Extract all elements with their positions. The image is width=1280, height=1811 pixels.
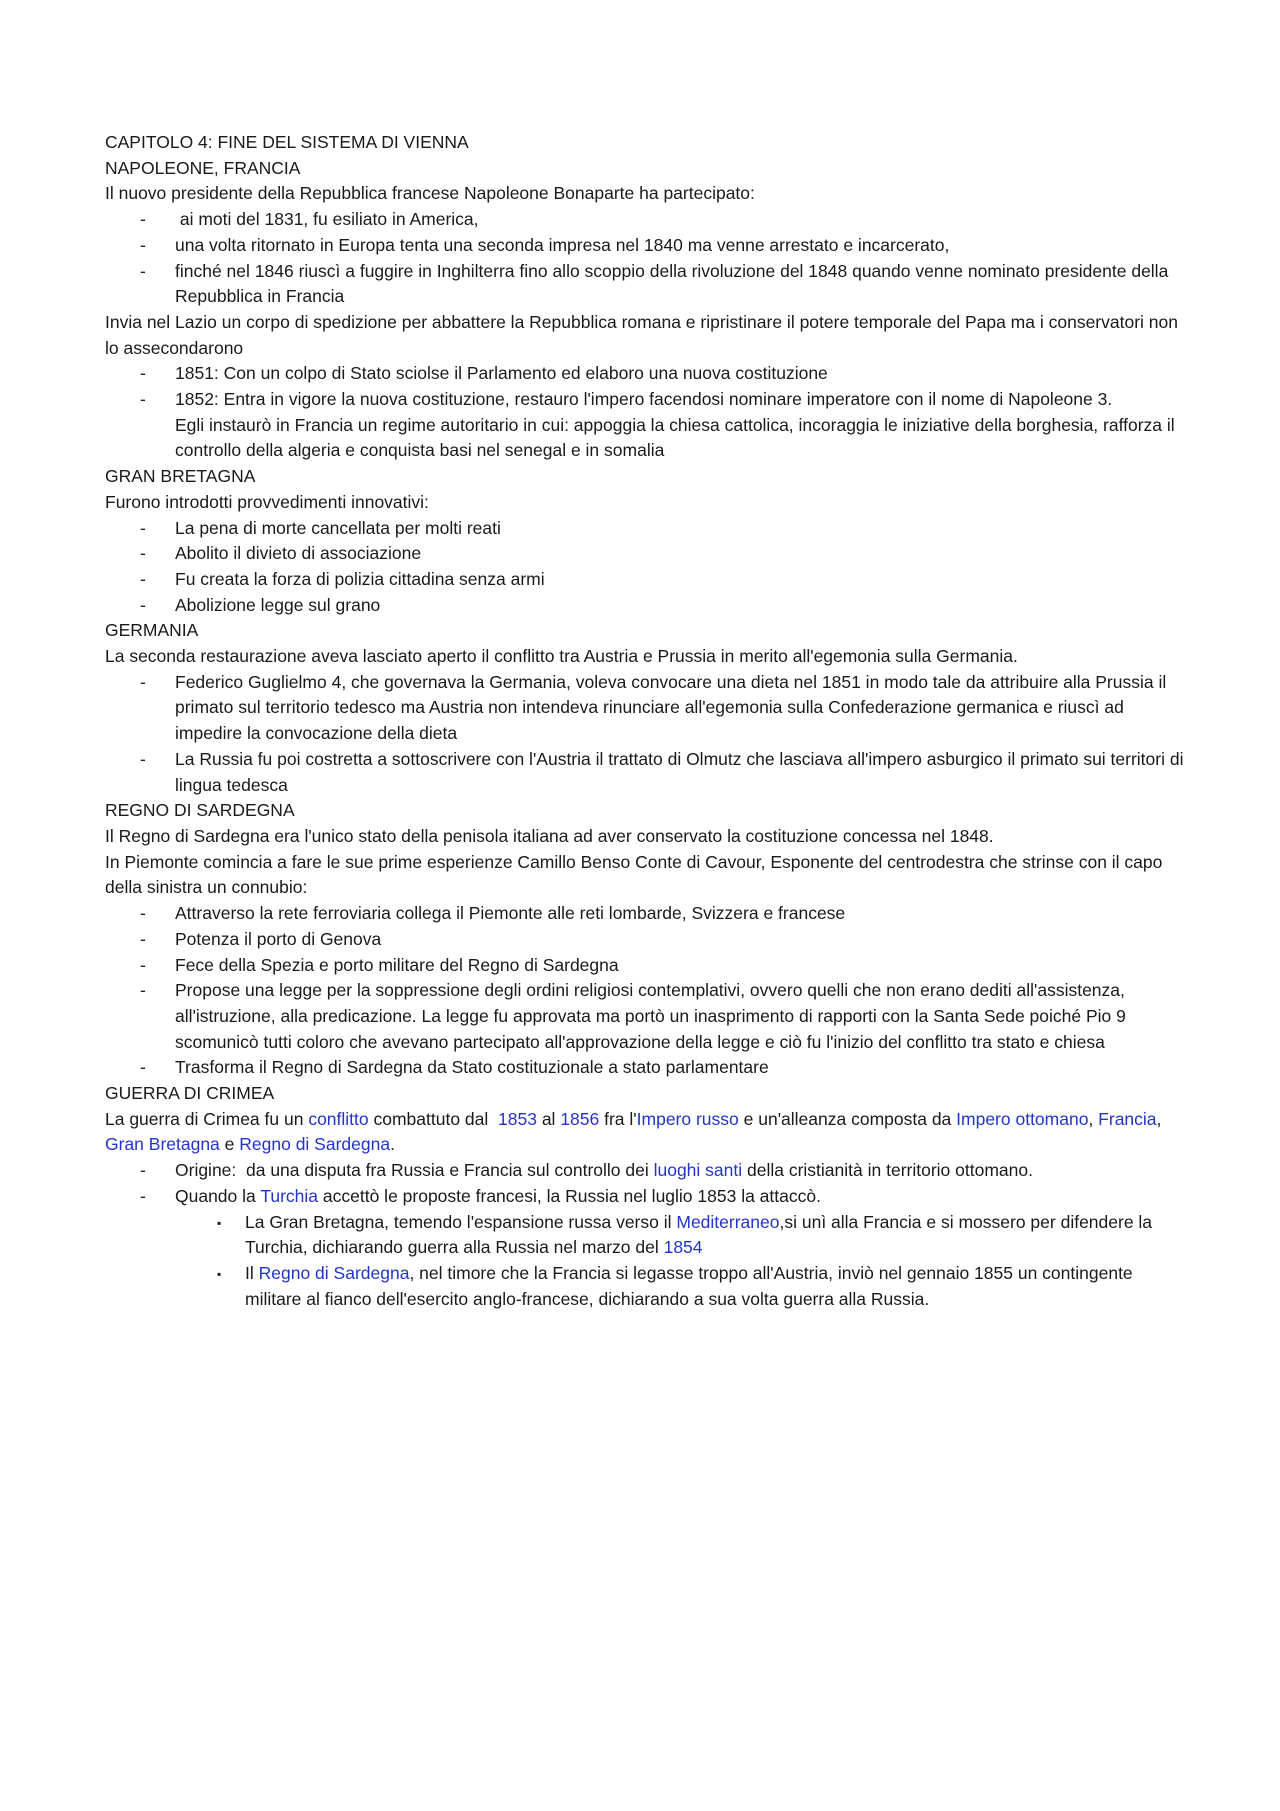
list-item (105, 259, 1185, 310)
hyperlink[interactable]: Impero ottomano (956, 1108, 1089, 1129)
paragraph (105, 1107, 1185, 1158)
hyperlink[interactable]: 1853 (498, 1108, 537, 1129)
text-run: 1852: Entra in vigore la nuova costituzione, restauro l'impero facendosi nominare imperatore con il nome di Napoleone 3. (175, 389, 1113, 410)
text-run: Quando la (175, 1185, 261, 1206)
text-run: La pena di morte cancellata per molti reati (175, 517, 501, 538)
text-run: Furono introdotti provvedimenti innovativi: (105, 491, 429, 512)
text-run: , (1156, 1108, 1167, 1129)
text-run: Invia nel Lazio un corpo di spedizione per abbattere la Repubblica romana e ripristinare il potere temporale del Papa ma i conservatori non lo assecondarono (105, 311, 1183, 358)
list-item (105, 901, 1185, 927)
text-run: Abolito il divieto di associazione (175, 543, 422, 564)
list-item (105, 670, 1185, 747)
text-run: Origine: da una disputa fra Russia e Francia sul controllo dei (175, 1160, 654, 1181)
text-run: Trasforma il Regno di Sardegna da Stato costituzionale a stato parlamentare (175, 1057, 769, 1078)
hyperlink[interactable]: Regno di Sardegna (239, 1134, 391, 1155)
text-run: Il Regno di Sardegna era l'unico stato della penisola italiana ad aver conservato la costituzione concessa nel 1848. (105, 825, 994, 846)
text-run: una volta ritornato in Europa tenta una seconda impresa nel 1840 ma venne arrestato e incarcerato, (175, 234, 950, 255)
paragraph (105, 181, 1185, 207)
list-item (105, 1210, 1185, 1261)
dash-bullet-marker: - (140, 543, 146, 564)
dash-bullet-marker: - (140, 594, 146, 615)
text-run: GRAN BRETAGNA (105, 466, 256, 487)
text-run: La Russia fu poi costretta a sottoscrivere con l'Austria il trattato di Olmutz che lasciava all'impero asburgico il primato sui territori di lingua tedesca (175, 748, 1189, 795)
text-run: ai moti del 1831, fu esiliato in America, (175, 209, 479, 230)
dash-bullet-marker: - (140, 928, 146, 949)
dash-bullet-marker: - (140, 517, 146, 538)
text-run: combattuto dal (368, 1108, 499, 1129)
hyperlink[interactable]: conflitto (308, 1108, 369, 1129)
section-heading (105, 464, 1185, 490)
text-run: Potenza il porto di Genova (175, 928, 382, 949)
text-run: fra l' (599, 1108, 637, 1129)
list-item (105, 953, 1185, 979)
dash-bullet-marker: - (140, 980, 146, 1001)
list-item (105, 927, 1185, 953)
list-item (105, 387, 1185, 413)
text-run: e (219, 1134, 240, 1155)
text-run: Il (245, 1262, 259, 1283)
section-heading (105, 1081, 1185, 1107)
dash-bullet-marker: - (140, 1057, 146, 1078)
list-item (105, 978, 1185, 1055)
paragraph (105, 824, 1185, 850)
text-run: accettò le proposte francesi, la Russia nel luglio 1853 la attaccò. (318, 1185, 821, 1206)
list-item (105, 207, 1185, 233)
text-run: . (390, 1134, 395, 1155)
text-run: Fece della Spezia e porto militare del Regno di Sardegna (175, 954, 619, 975)
dash-bullet-marker: - (140, 1160, 146, 1181)
list-item (105, 747, 1189, 798)
list-item (105, 1184, 1185, 1210)
dash-bullet-marker: - (140, 389, 146, 410)
text-run: GERMANIA (105, 620, 199, 641)
dash-bullet-marker: - (140, 234, 146, 255)
dash-bullet-marker: - (140, 260, 146, 281)
hyperlink[interactable]: luoghi santi (653, 1160, 743, 1181)
text-run: GUERRA DI CRIMEA (105, 1083, 275, 1104)
dash-bullet-marker: - (140, 903, 146, 924)
list-item (105, 1261, 1185, 1312)
list-item (105, 541, 1185, 567)
paragraph (105, 490, 1185, 516)
hyperlink[interactable]: 1856 (560, 1108, 600, 1129)
hyperlink[interactable]: Gran Bretagna (105, 1134, 220, 1155)
hyperlink[interactable]: Mediterraneo (676, 1211, 780, 1232)
text-run: La seconda restaurazione aveva lasciato aperto il conflitto tra Austria e Prussia in merito all'egemonia sulla Germania. (105, 646, 1018, 667)
paragraph (105, 644, 1185, 670)
text-run: NAPOLEONE, FRANCIA (105, 157, 301, 178)
text-run: al (536, 1108, 561, 1129)
section-heading (105, 618, 1185, 644)
list-item (105, 516, 1185, 542)
hyperlink[interactable]: Regno di Sardegna (258, 1262, 410, 1283)
text-run: Abolizione legge sul grano (175, 594, 381, 615)
text-run: ,si unì alla Francia e si mossero per difendere la Turchia, dichiarando guerra alla Russia nel marzo del (245, 1211, 1157, 1258)
dash-bullet-marker: - (140, 363, 146, 384)
dash-bullet-marker: - (140, 954, 146, 975)
text-run: CAPITOLO 4: FINE DEL SISTEMA DI VIENNA (105, 132, 469, 152)
dash-bullet-marker: - (140, 1185, 146, 1206)
text-run: 1851: Con un colpo di Stato sciolse il Parlamento ed elaboro una nuova costituzione (175, 363, 828, 384)
text-run: Propose una legge per la soppressione degli ordini religiosi contemplativi, ovvero quelli che non erano dediti all'assistenza, all'istruzione, alla predicazione. La legge fu approvata ma portò un inasprimento di rapporti con la Santa Sede poiché Pio 9 scomunicò tutti coloro che avevano partecipato all'approvazione della legge e ciò fu l'inizio del conflitto tra stato e chiesa (175, 980, 1131, 1052)
list-item (105, 1158, 1185, 1184)
text-run: La Gran Bretagna, temendo l'espansione russa verso il (245, 1211, 677, 1232)
list-item (105, 361, 1185, 387)
hyperlink[interactable]: 1854 (663, 1237, 703, 1258)
document-content (105, 130, 1189, 1312)
text-run: Egli instaurò in Francia un regime autoritario in cui: appoggia la chiesa cattolica, incoraggia le iniziative della borghesia, rafforza il controllo della algeria e conquista basi nel senegal e in somalia (175, 414, 1180, 461)
text-run: In Piemonte comincia a fare le sue prime esperienze Camillo Benso Conte di Cavour, Esponente del centrodestra che strinse con il capo della sinistra un connubio: (105, 851, 1168, 898)
hyperlink[interactable]: Impero russo (636, 1108, 739, 1129)
dash-bullet-marker: - (140, 209, 146, 230)
text-run: , (1088, 1108, 1099, 1129)
square-bullet-marker: ▪ (217, 1215, 222, 1230)
text-run: , nel timore che la Francia si legasse troppo all'Austria, inviò nel gennaio 1855 un contingente militare al fianco dell'esercito anglo-francese, dichiarando a sua volta guerra alla Russia. (245, 1262, 1138, 1309)
hyperlink[interactable]: Francia (1098, 1108, 1157, 1129)
dash-bullet-marker: - (140, 748, 146, 769)
section-heading (105, 130, 1185, 156)
list-item (105, 1055, 1185, 1081)
text-run: Federico Guglielmo 4, che governava la Germania, voleva convocare una dieta nel 1851 in modo tale da attribuire alla Prussia il primato sul territorio tedesco ma Austria non intendeva rinunciare all'egemonia sulla Confederazione germanica e riuscì ad impedire la convocazione della dieta (175, 671, 1172, 744)
paragraph (105, 850, 1185, 901)
text-run: La guerra di Crimea fu un (105, 1108, 309, 1129)
hyperlink[interactable]: Turchia (260, 1185, 319, 1206)
text-run: Fu creata la forza di polizia cittadina senza armi (175, 568, 545, 589)
list-item (105, 233, 1185, 259)
square-bullet-marker: ▪ (217, 1266, 222, 1281)
text-run: REGNO DI SARDEGNA (105, 800, 295, 821)
dash-bullet-marker: - (140, 671, 146, 692)
text-run: e un'alleanza composta da (738, 1108, 957, 1129)
text-run: Attraverso la rete ferroviaria collega il Piemonte alle reti lombarde, Svizzera e francese (175, 903, 846, 924)
section-heading (105, 156, 1185, 182)
text-run: della cristianità in territorio ottomano. (742, 1160, 1033, 1181)
text-run: finché nel 1846 riuscì a fuggire in Inghilterra fino allo scoppio della rivoluzione del 1848 quando venne nominato presidente della Repubblica in Francia (175, 260, 1174, 307)
text-run: Il nuovo presidente della Repubblica francese Napoleone Bonaparte ha partecipato: (105, 183, 755, 204)
paragraph (105, 413, 1185, 464)
dash-bullet-marker: - (140, 568, 146, 589)
list-item (105, 567, 1185, 593)
section-heading (105, 798, 1185, 824)
list-item (105, 593, 1185, 619)
paragraph (105, 310, 1185, 361)
